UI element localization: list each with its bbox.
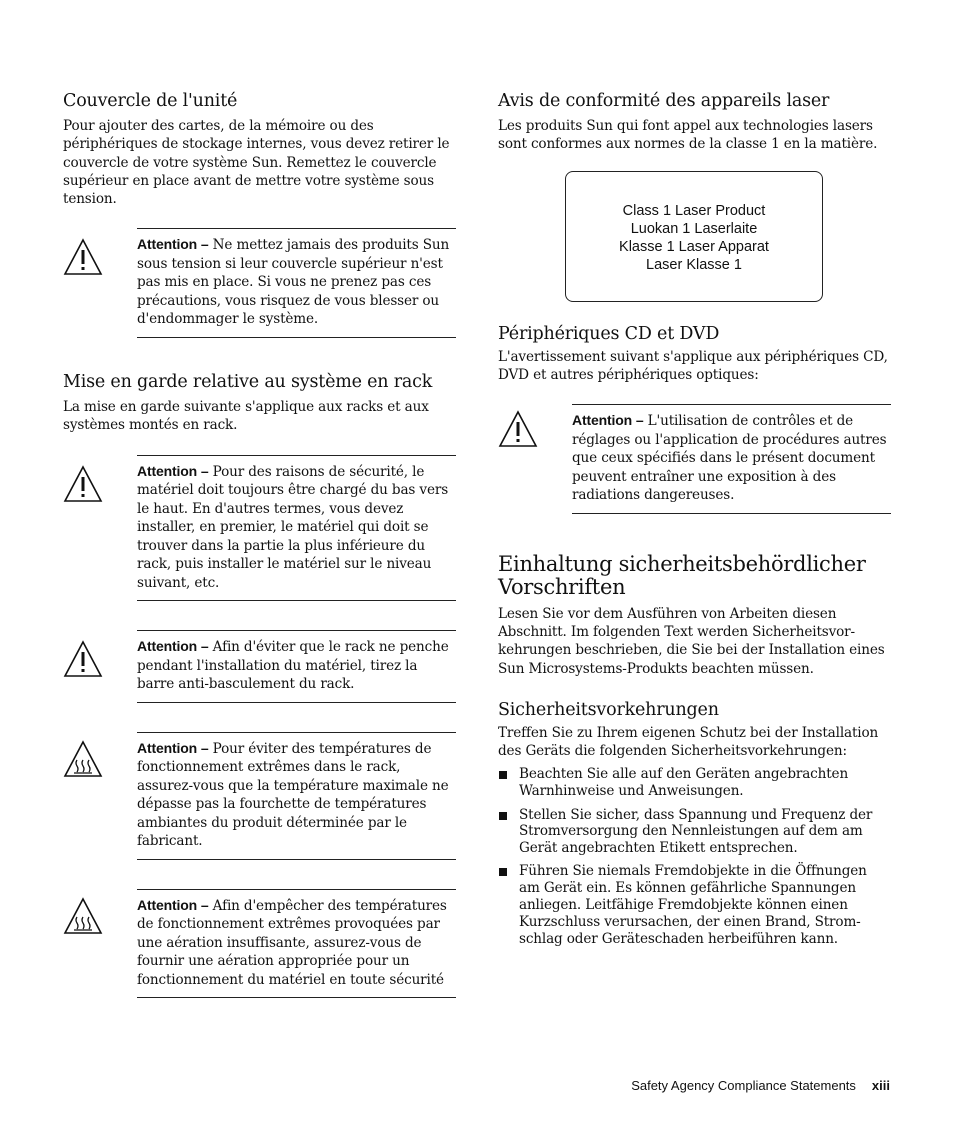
laser-label-line: Luokan 1 Laserlaite: [630, 221, 758, 237]
warning-block: [63, 455, 456, 602]
section-title: Sicherheitsvorkehrungen: [498, 699, 719, 720]
warning-text: [137, 455, 456, 602]
section-title: Périphériques CD et DVD: [498, 323, 720, 344]
warning-block: [63, 732, 456, 860]
attention-label: Attention –: [137, 638, 209, 655]
warning-triangle-icon: [63, 238, 103, 276]
list-item: [498, 863, 891, 947]
section-body: Pour ajouter des cartes, de la mémoire ou des périphériques de stockage internes, vous devez retirer le couvercle de votre système Sun. Remettez le couvercle supérieur en place avant de mettre votre système sous tension.: [63, 118, 450, 208]
section-title: Avis de conformité des appareils laser: [498, 91, 830, 111]
warning-message: Afin d'éviter que le rack ne penche pendant l'installation du matériel, tirez la barre anti-basculement du rack.: [137, 639, 449, 693]
list-item-text: Beachten Sie alle auf den Geräten angebrachten Warnhinweise und Anweisungen.: [519, 766, 849, 800]
left-column: [63, 88, 456, 998]
laser-label-line: Klasse 1 Laser Apparat: [619, 239, 769, 255]
attention-label: Attention –: [137, 739, 209, 756]
hot-surface-icon: [63, 740, 103, 778]
warning-message: Pour éviter des températures de fonctionnement extrêmes dans le rack, assurez-vous que la température maximale ne dépasse pas la fourchette de températures ambiantes du produit déterminée par le fabricant.: [137, 740, 449, 850]
warning-text: [572, 404, 891, 514]
laser-label-line: Class 1 Laser Product: [622, 203, 766, 219]
laser-class-label: [565, 171, 823, 302]
hot-surface-icon: [63, 897, 103, 935]
section-body: Lesen Sie vor dem Ausführen von Arbeiten diesen Abschnitt. Im folgenden Text werden Sicherheitsvor-kehrungen beschrieben, die Sie bei der Installation eines Sun Microsystems-Produkts beachten müssen.: [498, 605, 885, 677]
list-item-text: Stellen Sie sicher, dass Spannung und Frequenz der Stromversorgung den Nennleistungen auf dem am Gerät angebrachten Etikett entsprechen.: [519, 806, 873, 857]
section-body: Les produits Sun qui font appel aux technologies lasers sont conformes aux normes de la classe 1 en la matière.: [498, 118, 878, 153]
section-body: Treffen Sie zu Ihrem eigenen Schutz bei der Installation des Geräts die folgenden Sicherheitsvorkehrungen:: [498, 724, 879, 760]
section-body: L'avertissement suivant s'applique aux périphériques CD, DVD et autres périphériques optiques:: [498, 348, 888, 383]
page-footer: [631, 1078, 890, 1093]
bullet-icon: [499, 812, 507, 820]
bullet-icon: [499, 771, 507, 779]
warning-message: Afin d'empêcher des températures de fonctionnement extrêmes provoquées par une aération insuffisante, assurez-vous de fournir une aération appropriée pour un fonctionnement du matériel en toute sécurité: [137, 897, 447, 988]
warning-text: [137, 228, 456, 338]
warning-block: [63, 630, 456, 703]
warning-triangle-icon: [63, 465, 103, 503]
attention-label: Attention –: [137, 896, 209, 913]
section-body: La mise en garde suivante s'applique aux racks et aux systèmes montés en rack.: [63, 398, 429, 434]
safety-list: [498, 766, 891, 947]
attention-label: Attention –: [572, 412, 644, 429]
warning-message: Ne mettez jamais des produits Sun sous tension si leur couvercle supérieur n'est pas mis en place. Si vous ne prenez pas ces précautions, vous risquez de vous blesser ou d'endommager le système.: [137, 237, 450, 328]
warning-block: [63, 889, 456, 999]
section-title: Couvercle de l'unité: [63, 91, 238, 111]
warning-text: [137, 630, 456, 703]
page-number: xiii: [871, 1078, 890, 1093]
list-item: [498, 807, 891, 857]
laser-label-line: Laser Klasse 1: [646, 257, 742, 273]
warning-text: [137, 732, 456, 860]
warning-message: L'utilisation de contrôles et de réglages ou l'application de procédures autres que ceux spécifiés dans le présent document peuvent entraîner une exposition à des radiations dangereuses.: [572, 413, 887, 504]
attention-label: Attention –: [137, 236, 209, 253]
chapter-heading: Einhaltung sicherheitsbehördlicher Vorschriften: [498, 551, 866, 599]
warning-text: [137, 889, 456, 999]
footer-title: Safety Agency Compliance Statements: [631, 1078, 856, 1093]
section-title: Mise en garde relative au système en rack: [63, 371, 433, 392]
bullet-icon: [499, 868, 507, 876]
warning-triangle-icon: [498, 410, 538, 448]
list-item-text: Führen Sie niemals Fremdobjekte in die Öffnungen am Gerät ein. Es können gefährliche Spannungen anliegen. Leitfähige Fremdobjekte können einen Kurzschluss verursachen, der einen Brand, Strom-schlag oder Geräteschaden herbeiführen kann.: [519, 863, 867, 947]
attention-label: Attention –: [137, 462, 209, 479]
warning-block: [498, 404, 891, 514]
list-item: [498, 766, 891, 800]
warning-block: [63, 228, 456, 338]
warning-triangle-icon: [63, 640, 103, 678]
warning-message: Pour des raisons de sécurité, le matériel doit toujours être chargé du bas vers le haut. En d'autres termes, vous devez installer, en premier, le matériel qui doit se trouver dans la partie la plus inférieure du rack, puis installer le matériel sur le niveau suivant, etc.: [137, 463, 449, 591]
